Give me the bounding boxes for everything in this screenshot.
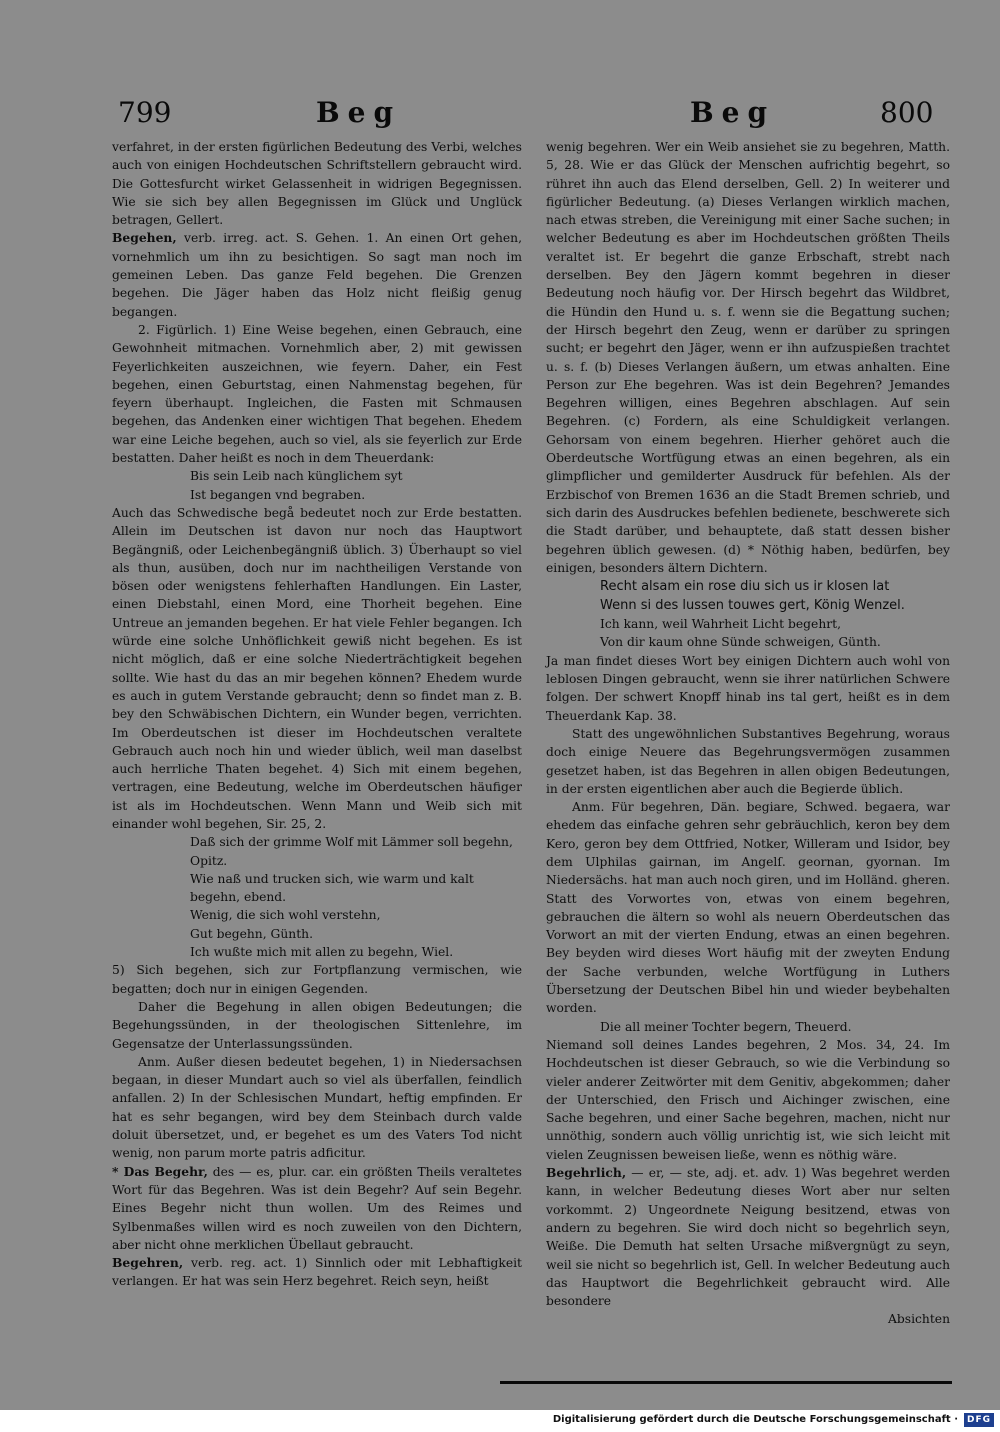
right-text-column: [546, 138, 950, 1329]
paragraph: [112, 925, 522, 943]
paragraph-text: Statt des ungewöhnlichen Substantives Begehrung, woraus doch einige Neuere das Begehrungsvermögen zusammen gesetzet haben, ist das Begehren in allen obigen Bedeutungen, in der ersten eigentlichen aber auch die Begierde üblich.: [546, 726, 950, 796]
paragraph-text: Anm. Außer diesen bedeutet begehen, 1) in Niedersachsen begaan, in dieser Mundart auch so viel als überfallen, feindlich anfallen. 2) In der Schlesischen Mundart, heftig empfinden. Er hat es sehr begangen, wird bey dem Steinbach durch valde doluit übersetzet, und, er begehet es um des Vaters Tod nicht wenig, non parum morte patris adficitur.: [112, 1054, 522, 1161]
paragraph: [112, 833, 522, 870]
left-running-head: Beg: [316, 96, 402, 129]
paragraph-text: Bis sein Leib nach künglichem syt: [190, 469, 403, 484]
paragraph-text: verb. reg. act. 1) Sinnlich oder mit Lebhaftigkeit verlangen. Er hat was sein Herz begehret. Reich seyn, heißt: [112, 1256, 522, 1289]
left-column-number: 799: [118, 96, 172, 129]
paragraph: [546, 1036, 950, 1164]
paragraph: [546, 577, 950, 596]
paragraph-text: Ja man findet dieses Wort bey einigen Dichtern auch wohl von leblosen Dingen gebraucht, wenn sie ihrer natürlichen Schwere folgen. Der schwert Knopff hinab ins tal gert, heißt es in dem Theuerdank Kap. 38.: [546, 653, 950, 723]
bottom-rule: [500, 1381, 952, 1384]
paragraph-text: Ich wußte mich mit allen zu begehn, Wiel.: [190, 945, 454, 960]
paragraph: [546, 1310, 950, 1328]
paragraph-text: verb. irreg. act. S. Gehen. 1. An einen Ort gehen, vornehmlich um ihn zu besichtigen. So sagt man noch im gemeinen Leben. Das ganze Feld begehen. Die Grenzen begehen. Die Jäger haben das Holz nicht fleißig genug begangen.: [112, 231, 522, 319]
footer-credit-text: Digitalisierung gefördert durch die Deutsche Forschungsgemeinschaft ·: [552, 1414, 958, 1425]
paragraph-text: Die all meiner Tochter begern, Theuerd.: [600, 1019, 852, 1034]
paragraph: [546, 633, 950, 651]
paragraph-text: Von dir kaum ohne Sünde schweigen, Günth.: [600, 635, 881, 650]
headword: Begehrlich,: [546, 1165, 627, 1181]
paragraph: [112, 1053, 522, 1163]
paragraph-text: Wenn si des lussen touwes gert, König Wenzel.: [600, 598, 905, 614]
right-running-head: Beg: [690, 96, 776, 129]
paragraph: [546, 1018, 950, 1036]
paragraph-text: verfahret, in der ersten figürlichen Bedeutung des Verbi, welches auch von einigen Hochdeutschen Schriftstellern gebraucht wird. Die Gottesfurcht wirket Gelassenheit in widrigen Begegnissen. Wie sie sich bey allen Begegnissen im Glück und Unglück betragen, Gellert.: [112, 140, 522, 228]
paragraph: [546, 1164, 950, 1310]
paragraph: [112, 906, 522, 924]
paragraph: [112, 138, 522, 229]
paragraph-text: Niemand soll deines Landes begehren, 2 Mos. 34, 24. Im Hochdeutschen ist dieser Gebrauch, so wie die Verbindung so vieler anderer Zeitwörter mit dem Genitiv, abgekommen; daher der Unterschied, den Frisch und Aichinger zwischen, eine Sache begehren, und einer Sache begehren, machen, nicht nur unnöthig, sondern auch völlig unrichtig ist, wie sich leicht mit vielen Zeugnissen beweisen ließe, wenn es nöthig wäre.: [546, 1037, 950, 1162]
paragraph: [112, 486, 522, 504]
paragraph: [546, 725, 950, 798]
paragraph-text: 2. Figürlich. 1) Eine Weise begehen, einen Gebrauch, eine Gewohnheit mitmachen. Vornehmlich aber, 2) mit gewissen Feyerlichkeiten auszeichnen, wie feyern. Daher, ein Fest begehen, einen Geburtstag, einen Nahmenstag begehen, für feyern überhaupt. Ingleichen, die Fasten mit Schmausen begehen, das Andenken einer wichtigen That begehen. Ehedem war eine Leiche begehen, auch so viel, als sie feyerlich zur Erde bestatten. Daher heißt es noch in dem Theuerdank:: [112, 322, 522, 466]
paragraph-text: des — es, plur. car. ein größten Theils veraltetes Wort für das Begehren. Was ist dein Begehr? Auf sein Begehr. Eines Begehr nicht thun wollen. Um des Reimes und Sylbenmaßes willen wird es noch zuweilen von den Dichtern, aber nicht ohne merklichen Übellaut gebraucht.: [112, 1164, 522, 1252]
paragraph: [112, 504, 522, 833]
paragraph-text: Daß sich der grimme Wolf mit Lämmer soll begehn, Opitz.: [190, 835, 513, 868]
paragraph: [112, 1163, 522, 1254]
paragraph-text: Daher die Begehung in allen obigen Bedeutungen; die Begehungssünden, in der theologischen Sittenlehre, im Gegensatze der Unterlassungssünden.: [112, 999, 522, 1051]
headword: Begehren,: [112, 1255, 184, 1271]
right-column-number: 800: [880, 96, 934, 129]
paragraph-text: Auch das Schwedische begå bedeutet noch zur Erde bestatten. Allein im Deutschen ist davon nur noch das Hauptwort Begängniß, oder Leichenbegängniß üblich. 3) Überhaupt so viel als thun, ausüben, doch nur im nachtheiligen Verstande von bösen oder wenigstens fehlerhaften Handlungen. Ein Laster, einen Diebstahl, einen Mord, eine Thorheit begehen. Eine Untreue an jemanden begehen. Er hat viele Fehler begangen. Ich würde eine solche Unhöflichkeit gewiß nicht begehen. Es ist nicht möglich, daß er eine solche Niederträchtigkeit begehen sollte. Wie hast du das an mir begehen können? Ehedem wurde es auch in gutem Verstande gebraucht; denn so findet man z. B. bey den Schwäbischen Dichtern, ein Wunder begen, verrichten. Im Oberdeutschen ist dieser im Hochdeutschen veraltete Gebrauch auch noch hin und wieder üblich, weil man daselbst auch herrliche Thaten begehet. 4) Sich mit einem begehen, vertragen, eine Bedeutung, welche im Oberdeutschen häufiger ist als im Hochdeutschen. Wenn Mann und Weib sich mit einander wohl begehen, Sir. 25, 2.: [112, 505, 522, 831]
paragraph: [546, 798, 950, 1018]
left-text-column: [112, 138, 522, 1291]
paragraph-text: wenig begehren. Wer ein Weib ansiehet sie zu begehren, Matth. 5, 28. Wie er das Glück der Menschen aufrichtig begehrt, so rühret ihn auch das Elend derselben, Gell. 2) In weiterer und figürlicher Bedeutung. (a) Dieses Verlangen wirklich machen, nach etwas streben, die Vereinigung mit einer Sache suchen; in welcher Bedeutung es aber im Hochdeutschen größten Theils veraltet ist. Er begehrt die ganze Erbschaft, strebt nach derselben. Bey den Jägern kommt begehren in dieser Bedeutung noch häufig vor. Der Hirsch begehrt das Wildbret, die Hündin den Hund u. s. f. wenn sie die Begattung suchen; der Hirsch begehrt den Zeug, wenn er darüber zu springen sucht; er begehrt den Jäger, wenn er ihn aufzuspießen trachtet u. s. f. (b) Dieses Verlangen äußern, um etwas anhalten. Eine Person zur Ehe begehren. Was ist dein Begehren? Jemandes Begehren willigen, eines Begehren abschlagen. Auf sein Begehren. (c) Fordern, als eine Schuldigkeit verlangen. Gehorsam von einem begehren. Hierher gehöret auch die Oberdeutsche Wortfügung etwas an einen begehren, als ein glimpflicher und gemilderter Ausdruck für befehlen. Als der Erzbischof von Bremen 1636 an die Stadt Bremen schrieb, und sich darin des Ausdruckes befehlen bedienete, beschwerete sich die Stadt darüber, und behauptete, daß statt dessen bisher begehren üblich gewesen. (d) * Nöthig haben, bedürfen, bey einigen, besonders ältern Dichtern.: [546, 140, 950, 575]
paragraph-text: — er, — ste, adj. et. adv. 1) Was begehret werden kann, in welcher Bedeutung dieses Wort aber nur selten vorkommt. 2) Ungeordnete Neigung besitzend, etwas von andern zu begehren. Sie wird doch nicht so begehrlich seyn, Weiße. Die Demuth hat selten Ursache mißvergnügt zu seyn, weil sie nicht so begehrlich ist, Gell. In welcher Bedeutung auch das Hauptwort die Begehrlichkeit gebraucht wird. Alle besondere: [546, 1166, 950, 1309]
paragraph-text: Anm. Für begehren, Dän. begiare, Schwed. begaera, war ehedem das einfache gehren sehr gebräuchlich, keron bey dem Kero, geron bey dem Ottfried, Notker, Willeram und Isidor, bey dem Ulphilas gairnan, im Angelſ. geornan, gyornan. Im Niedersächs. hat man auch noch giren, und im Holländ. gheren. Statt des Vorwortes von, etwas von einem begehren, gebrauchen die ältern so wohl als neuern Oberdeutschen das Vorwort an mit der vierten Endung, etwas an einen begehren. Bey beyden wird dieses Wort häufig mit der zweyten Endung der Sache verbunden, welche Wortfügung in Luthers Übersetzung der Deutschen Bibel hin und wieder beybehalten worden.: [546, 800, 950, 1016]
paragraph-text: Wenig, die sich wohl verstehn,: [190, 908, 381, 923]
paragraph: [112, 321, 522, 467]
footer-bar: [0, 1410, 1000, 1432]
paragraph: [112, 943, 522, 961]
paragraph: [112, 1254, 522, 1291]
paragraph: [546, 596, 950, 615]
paragraph-text: Wie naß und trucken sich, wie warm und kalt begehn, ebend.: [190, 871, 474, 905]
paragraph-text: Ist begangen vnd begraben.: [190, 487, 366, 502]
paragraph: [546, 615, 950, 633]
paragraph: [546, 138, 950, 577]
paragraph-text: 5) Sich begehen, sich zur Fortpflanzung vermischen, wie begatten; doch nur in einigen Gegenden.: [112, 963, 522, 996]
paragraph: [112, 998, 522, 1053]
paragraph: [112, 870, 522, 907]
paragraph-text: Ich kann, weil Wahrheit Licht begehrt,: [600, 617, 841, 632]
paragraph-text: Absichten: [888, 1312, 950, 1327]
headword: Begehen,: [112, 230, 177, 246]
headword: * Das Begehr,: [112, 1163, 208, 1179]
paragraph-text: Recht alsam ein rose diu sich us ir klosen lat: [600, 579, 890, 595]
paragraph-text: Gut begehn, Günth.: [190, 926, 313, 941]
dfg-logo-icon: DFG: [964, 1413, 994, 1427]
paragraph: [112, 467, 522, 485]
paragraph: [112, 961, 522, 998]
paragraph: [112, 229, 522, 320]
paragraph: [546, 652, 950, 725]
